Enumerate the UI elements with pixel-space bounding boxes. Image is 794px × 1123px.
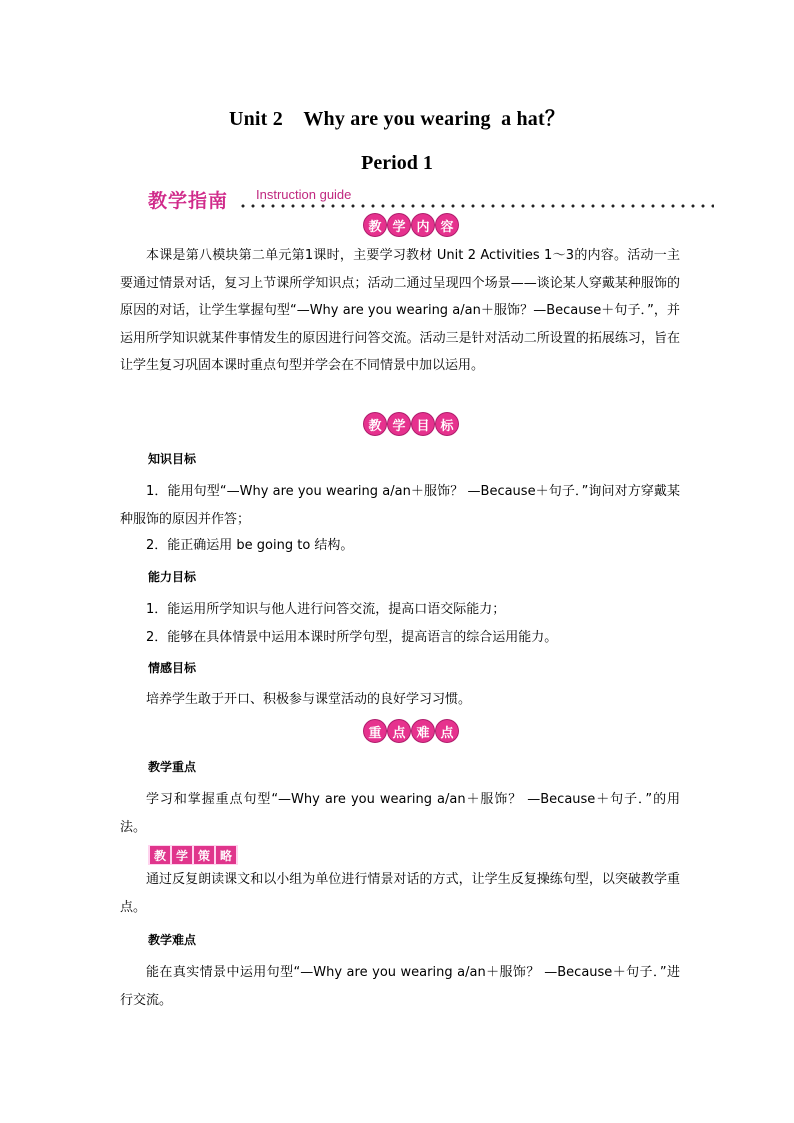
badge-char: 重 — [364, 720, 386, 742]
badge-char: 策 — [194, 846, 214, 864]
badge-char: 标 — [436, 413, 458, 435]
ability-objective-item: 2．能够在具体情景中运用本课时所学句型，提高语言的综合运用能力。 — [146, 630, 558, 645]
knowledge-objective-item: 1．能用句型“—Why are you wearing a/an＋服饰？ —Because＋句子．”询问对方穿戴某种服饰的原因并作答； — [120, 484, 680, 527]
badge-char: 略 — [216, 846, 236, 864]
strategy-text: 通过反复朗读课文和以小组为单位进行情景对话的方式，让学生反复操练句型，以突破教学重点。 — [120, 872, 680, 915]
unit-title: Unit 2 Why are you wearing a hat？ — [228, 108, 566, 130]
badge-teaching-strategy — [148, 845, 238, 865]
content-paragraph: 本课是第八模块第二单元第1课时，主要学习教材 Unit 2 Activities 1～3的内容。活动一主要通过情景对话，复习上节课所学知识点；活动二通过呈现四个场景——谈论某人穿戴某种服饰的原因的对话，让学生掌握句型“—Why are you wearing a/an＋服饰？—Because＋句子．”，并运用所学知识就某件事情发生的原因进行问答交流。活动三是针对活动二所设置的拓展练习，旨在让学生复习巩固本课时重点句型并学会在不同情景中加以运用。 — [120, 248, 680, 373]
badge-char: 教 — [150, 846, 170, 864]
key-points-heading: 教学重点 — [148, 760, 197, 774]
difficult-points-heading: 教学难点 — [148, 933, 197, 947]
badge-char: 内 — [412, 214, 434, 236]
badge-key-difficult-points — [364, 720, 458, 742]
badge-char: 点 — [388, 720, 410, 742]
ability-objective-item: 1．能运用所学知识与他人进行问答交流，提高口语交际能力； — [146, 602, 506, 617]
difficult-points-text: 能在真实情景中运用句型“—Why are you wearing a/an＋服饰？ —Because＋句子．”进行交流。 — [120, 965, 680, 1008]
guide-label-cn: 教学指南 — [148, 190, 229, 212]
badge-char: 学 — [388, 413, 410, 435]
ability-objectives-heading: 能力目标 — [148, 570, 197, 584]
dotted-divider — [238, 203, 714, 209]
knowledge-objectives-heading: 知识目标 — [148, 452, 197, 466]
badge-char: 容 — [436, 214, 458, 236]
badge-char: 教 — [364, 214, 386, 236]
badge-teaching-objectives — [364, 413, 458, 435]
emotion-objectives-heading: 情感目标 — [148, 661, 197, 675]
badge-char: 学 — [388, 214, 410, 236]
badge-char: 点 — [436, 720, 458, 742]
badge-teaching-content — [364, 214, 458, 236]
badge-char: 教 — [364, 413, 386, 435]
guide-label-en: Instruction guide — [256, 187, 352, 202]
emotion-objective-item: 培养学生敢于开口、积极参与课堂活动的良好学习习惯。 — [146, 692, 472, 707]
period-title: Period 1 — [361, 152, 433, 174]
badge-char: 难 — [412, 720, 434, 742]
badge-char: 目 — [412, 413, 434, 435]
badge-char: 学 — [172, 846, 192, 864]
instruction-guide-banner — [148, 184, 714, 212]
knowledge-objective-item: 2．能正确运用 be going to 结构。 — [146, 538, 354, 553]
key-points-text: 学习和掌握重点句型“—Why are you wearing a/an＋服饰？ —Because＋句子．”的用法。 — [120, 792, 680, 835]
